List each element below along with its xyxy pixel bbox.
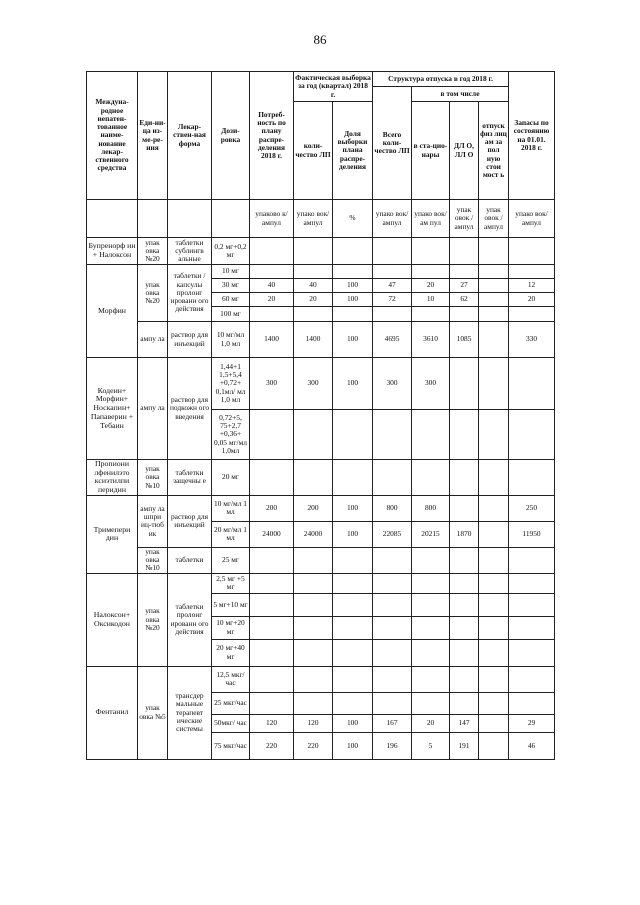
qty-value: 20 bbox=[294, 293, 333, 307]
drug-form: раствор для подкожн ого введения bbox=[168, 358, 212, 460]
qty-value: 24000 bbox=[294, 521, 333, 547]
header-dlo: ДЛ О, ЛЛ О bbox=[450, 102, 479, 200]
drug-dose: 1,44+1 1,5+5,4 +0,72+ 0,1мл/ мл 1,0 мл bbox=[212, 358, 250, 410]
unit-hospital: упако вок/ам пул bbox=[412, 200, 450, 238]
drug-unit: упак овка №20 bbox=[138, 265, 168, 322]
units-row bbox=[87, 200, 555, 238]
drug-dose: 10 мг+20 мг bbox=[212, 616, 250, 639]
hospital-value: 20 bbox=[412, 714, 450, 732]
total-value: 4695 bbox=[373, 322, 412, 358]
qty-value: 220 bbox=[294, 732, 333, 759]
drug-form: таблетки сублингв альные bbox=[168, 238, 212, 265]
hospital-value: 20 bbox=[412, 279, 450, 293]
drug-name: Налоксон+ Оксикодон bbox=[87, 573, 138, 666]
drug-name: Тримепери дин bbox=[87, 495, 138, 573]
qty-value: 40 bbox=[294, 279, 333, 293]
stock-value: 330 bbox=[509, 322, 555, 358]
drug-unit: упак овка №20 bbox=[138, 238, 168, 265]
drug-dose: 25 мг bbox=[212, 547, 250, 573]
drug-form: трансдер мальные терапевт ические системы bbox=[168, 666, 212, 759]
table-row bbox=[87, 495, 555, 521]
drug-dose: 50мкг/ час bbox=[212, 714, 250, 732]
need-value: 120 bbox=[250, 714, 294, 732]
drug-dose: 100 мг bbox=[212, 307, 250, 322]
drug-form: таблетки bbox=[168, 547, 212, 573]
table-row bbox=[87, 358, 555, 410]
stock-value: 20 bbox=[509, 293, 555, 307]
hospital-value: 20215 bbox=[412, 521, 450, 547]
table-row bbox=[87, 666, 555, 692]
drug-unit: упак овка №10 bbox=[138, 460, 168, 496]
total-value: 22085 bbox=[373, 521, 412, 547]
dlo-value: 27 bbox=[450, 279, 479, 293]
table-row bbox=[87, 322, 555, 358]
total-value: 167 bbox=[373, 714, 412, 732]
share-value: 100 bbox=[333, 521, 373, 547]
need-value: 1400 bbox=[250, 322, 294, 358]
dlo-value: 1870 bbox=[450, 521, 479, 547]
drug-name: Бупренорф ин + Налоксон bbox=[87, 238, 138, 265]
dlo-value: 62 bbox=[450, 293, 479, 307]
drug-distribution-table bbox=[86, 71, 555, 760]
drug-form: таблетки /капсулы пролонг ированн ого действия bbox=[168, 265, 212, 322]
drug-unit: ампу ла bbox=[138, 358, 168, 460]
header-qty: коли-чество ЛП bbox=[294, 102, 333, 200]
unit-stock: упако вок/ ампул bbox=[509, 200, 555, 238]
page-number: 86 bbox=[313, 32, 327, 47]
drug-dose: 60 мг bbox=[212, 293, 250, 307]
drug-unit: упак овка №5 bbox=[138, 666, 168, 759]
header-form: Лекар-ствен-ная форма bbox=[168, 72, 212, 200]
need-value: 300 bbox=[250, 358, 294, 410]
drug-dose: 2,5 мг +5 мг bbox=[212, 573, 250, 593]
header-total: Всего коли-чество ЛП bbox=[373, 87, 412, 200]
share-value: 100 bbox=[333, 714, 373, 732]
total-value: 72 bbox=[373, 293, 412, 307]
share-value: 100 bbox=[333, 322, 373, 358]
qty-value: 120 bbox=[294, 714, 333, 732]
drug-dose: 75 мкг/час bbox=[212, 732, 250, 759]
header-stock: Запасы по состоянию на 01.01. 2018 г. bbox=[509, 72, 555, 200]
share-value: 100 bbox=[333, 732, 373, 759]
total-value: 300 bbox=[373, 358, 412, 410]
unit-share: % bbox=[333, 200, 373, 238]
stock-value: 250 bbox=[509, 495, 555, 521]
total-value: 47 bbox=[373, 279, 412, 293]
stock-value: 11950 bbox=[509, 521, 555, 547]
table-row bbox=[87, 460, 555, 496]
share-value: 100 bbox=[333, 279, 373, 293]
qty-value: 300 bbox=[294, 358, 333, 410]
share-value: 100 bbox=[333, 293, 373, 307]
qty-value: 1400 bbox=[294, 322, 333, 358]
unit-dlo: упак овок /ампул bbox=[450, 200, 479, 238]
drug-dose: 20 мг bbox=[212, 460, 250, 496]
drug-dose: 20 мг+40 мг bbox=[212, 639, 250, 666]
total-value: 800 bbox=[373, 495, 412, 521]
table-row bbox=[87, 547, 555, 573]
hospital-value: 5 bbox=[412, 732, 450, 759]
need-value: 24000 bbox=[250, 521, 294, 547]
drug-dose: 12,5 мкг/час bbox=[212, 666, 250, 692]
header-dose: Дози-ровка bbox=[212, 72, 250, 200]
share-value: 100 bbox=[333, 358, 373, 410]
drug-dose: 5 мг+10 мг bbox=[212, 593, 250, 616]
drug-unit: упак овка №20 bbox=[138, 573, 168, 666]
header-hospital: в ста-цио-нары bbox=[412, 102, 450, 200]
drug-name: Фентанил bbox=[87, 666, 138, 759]
drug-form: таблетки пролонг ированн ого действия bbox=[168, 573, 212, 666]
dlo-value: 147 bbox=[450, 714, 479, 732]
need-value: 220 bbox=[250, 732, 294, 759]
drug-dose: 30 мг bbox=[212, 279, 250, 293]
need-value: 20 bbox=[250, 293, 294, 307]
need-value: 200 bbox=[250, 495, 294, 521]
need-value: 40 bbox=[250, 279, 294, 293]
drug-name: Пропиони лфенилэто ксиэтилпи перидин bbox=[87, 460, 138, 496]
qty-value: 200 bbox=[294, 495, 333, 521]
hospital-value: 3610 bbox=[412, 322, 450, 358]
drug-dose: 25 мкг/час bbox=[212, 692, 250, 714]
drug-dose: 10 мг/мл 1,0 мл bbox=[212, 322, 250, 358]
share-value: 100 bbox=[333, 495, 373, 521]
table-row bbox=[87, 238, 555, 265]
unit-total: упако вок/ ампул bbox=[373, 200, 412, 238]
header-share: Доля выборки плана распре-деления bbox=[333, 102, 373, 200]
dlo-value: 1085 bbox=[450, 322, 479, 358]
drug-dose: 10 мг/мл 1 мл bbox=[212, 495, 250, 521]
drug-form: таблетки защечны е bbox=[168, 460, 212, 496]
unit-need: упаково к/ ампул bbox=[250, 200, 294, 238]
header-incl-group: в том числе bbox=[412, 87, 509, 102]
drug-name: Морфин bbox=[87, 265, 138, 358]
drug-unit: ампу ла шпри иц-тюб ик bbox=[138, 495, 168, 547]
unit-qty: упако вок/ ампул bbox=[294, 200, 333, 238]
unit-paid: упак овок / ампул bbox=[479, 200, 509, 238]
drug-form: раствор для инъекций bbox=[168, 495, 212, 547]
dlo-value: 191 bbox=[450, 732, 479, 759]
stock-value: 12 bbox=[509, 279, 555, 293]
drug-unit: упак овка №10 bbox=[138, 547, 168, 573]
drug-form: раствор для инъекций bbox=[168, 322, 212, 358]
header-paid: отпуск физ лиц ам за пол ную стои мост ь bbox=[479, 102, 509, 200]
stock-value: 29 bbox=[509, 714, 555, 732]
header-need: Потреб-ность по плану распре-деления 2018 г. bbox=[250, 72, 294, 200]
table-row bbox=[87, 265, 555, 279]
hospital-value: 800 bbox=[412, 495, 450, 521]
drug-dose: 0,72+5, 75+2,7 +0,36+ 0,05 мг/мл 1,0мл bbox=[212, 410, 250, 460]
drug-dose: 20 мг/мл 1 мл bbox=[212, 521, 250, 547]
drug-name: Кодеин+ Морфин+ Носкапин+ Папаверин + Тебаин bbox=[87, 358, 138, 460]
header-structure-group: Структура отпуска в год 2018 г. bbox=[373, 72, 509, 87]
header-unit: Еди-ни-ца из-ме-ре-ния bbox=[138, 72, 168, 200]
drug-unit: ампу ла bbox=[138, 322, 168, 358]
stock-value: 46 bbox=[509, 732, 555, 759]
header-actual-group: Фактическая выборка за год (квартал) 2018 г. bbox=[294, 72, 373, 102]
hospital-value: 10 bbox=[412, 293, 450, 307]
hospital-value: 300 bbox=[412, 358, 450, 410]
header-mnn: Междуна-родное непатен-тованное наиме-нование лекар-ственного средства bbox=[87, 72, 138, 200]
drug-dose: 10 мг bbox=[212, 265, 250, 279]
total-value: 196 bbox=[373, 732, 412, 759]
table-row bbox=[87, 573, 555, 593]
drug-dose: 0,2 мг+0,2 мг bbox=[212, 238, 250, 265]
